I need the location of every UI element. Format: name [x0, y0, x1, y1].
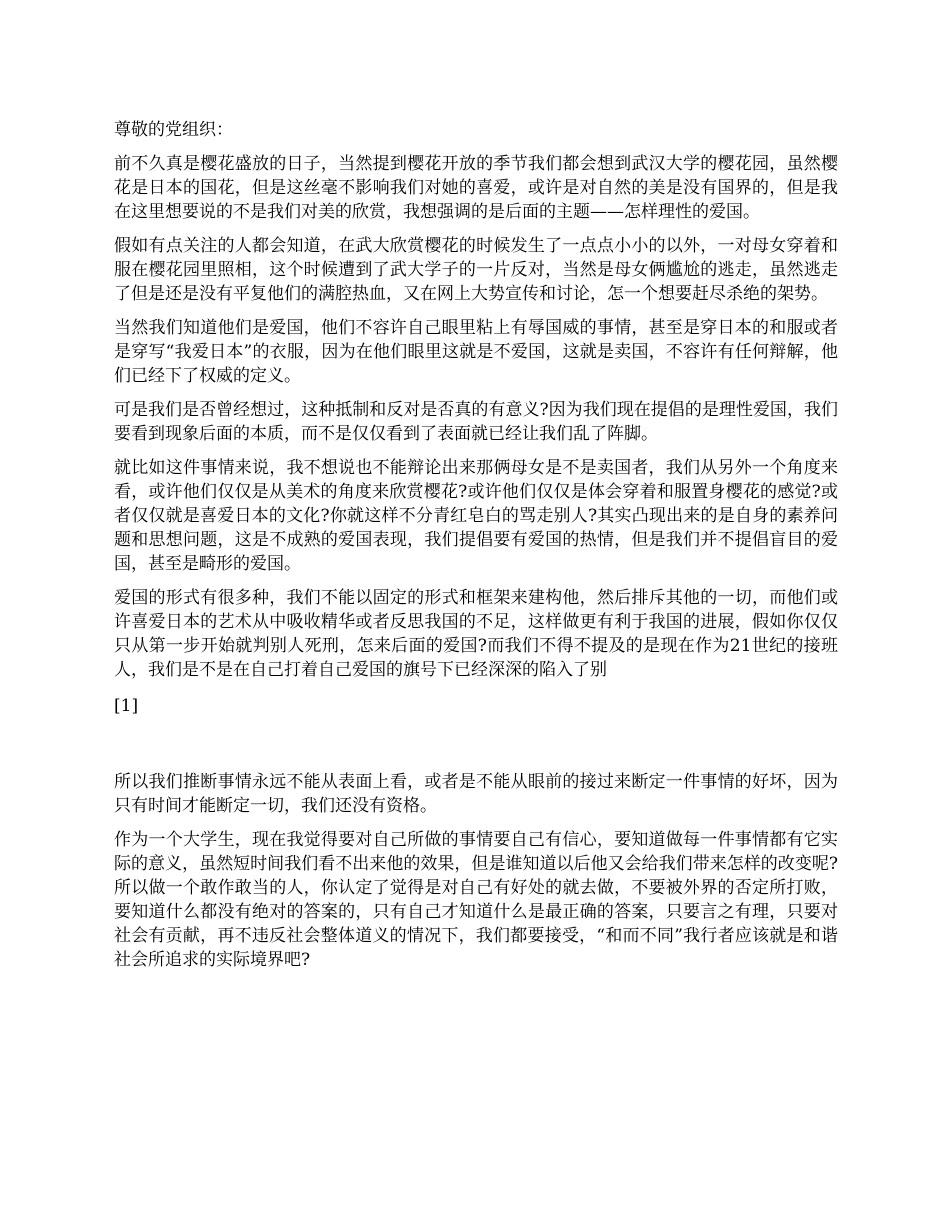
salutation: 尊敬的党组织：	[114, 120, 233, 140]
paragraph-5: 就比如这件事情来说，我不想说也不能辩论出来那俩母女是不是卖国者，我们从另外一个角度来看，或许他们仅仅是从美术的角度来欣赏樱花?或许他们仅仅是体会穿着和服置身樱花的感觉?或者仅仅就是喜爱日本的文化?你就这样不分青红皂白的骂走别人?其实凸现出来的是自身的素养问题和思想问题，这是不成熟的爱国表现，我们提倡要有爱国的热情，但是我们并不提倡盲目的爱国，甚至是畸形的爱国。	[114, 458, 838, 574]
paragraph-3: 当然我们知道他们是爱国，他们不容许自己眼里粘上有辱国威的事情，甚至是穿日本的和服或者是穿写“我爱日本”的衣服，因为在他们眼里这就是不爱国，这就是卖国，不容许有任何辩解，他们已经下了权威的定义。	[114, 318, 838, 386]
paragraph-1: 前不久真是樱花盛放的日子，当然提到樱花开放的季节我们都会想到武汉大学的樱花园，虽然樱花是日本的国花，但是这丝毫不影响我们对她的喜爱，或许是对自然的美是没有国界的，但是我在这里想要说的不是我们对美的欣赏，我想强调的是后面的主题——怎样理性的爱国。	[114, 154, 838, 222]
paragraph-2: 假如有点关注的人都会知道，在武大欣赏樱花的时候发生了一点点小小的以外，一对母女穿着和服在樱花园里照相，这个时候遭到了武大学子的一片反对，当然是母女俩尴尬的逃走，虽然逃走了但是还是没有平复他们的满腔热血，又在网上大势宣传和讨论，怎一个想要赶尽杀绝的架势。	[114, 236, 838, 304]
paragraph-8: 作为一个大学生，现在我觉得要对自己所做的事情要自己有信心，要知道做每一件事情都有它实际的意义，虽然短时间我们看不出来他的效果，但是谁知道以后他又会给我们带来怎样的改变呢?所以做一个敢作敢当的人，你认定了觉得是对自己有好处的就去做，不要被外界的否定所打败，要知道什么都没有绝对的答案的，只有自己才知道什么是最正确的答案，只要言之有理，只要对社会有贡献，再不违反社会整体道义的情况下，我们都要接受，“和而不同”我行者应该就是和谐社会所追求的实际境界吧?	[114, 830, 838, 970]
reference-mark: [1]	[114, 696, 139, 716]
document-body	[114, 118, 838, 982]
paragraph-7: 所以我们推断事情永远不能从表面上看，或者是不能从眼前的接过来断定一件事情的好坏，因为只有时间才能断定一切，我们还没有资格。	[114, 772, 838, 816]
paragraph-4: 可是我们是否曾经想过，这种抵制和反对是否真的有意义?因为我们现在提倡的是理性爱国，我们要看到现象后面的本质，而不是仅仅看到了表面就已经让我们乱了阵脚。	[114, 400, 838, 444]
paragraph-6: 爱国的形式有很多种，我们不能以固定的形式和框架来建构他，然后排斥其他的一切，而他们或许喜爱日本的艺术从中吸收精华或者反思我国的不足，这样做更有利于我国的进展，假如你仅仅只从第一步开始就判别人死刑，怎来后面的爱国?而我们不得不提及的是现在作为21世纪的接班人，我们是不是在自己打着自己爱国的旗号下已经深深的陷入了别	[114, 588, 838, 680]
